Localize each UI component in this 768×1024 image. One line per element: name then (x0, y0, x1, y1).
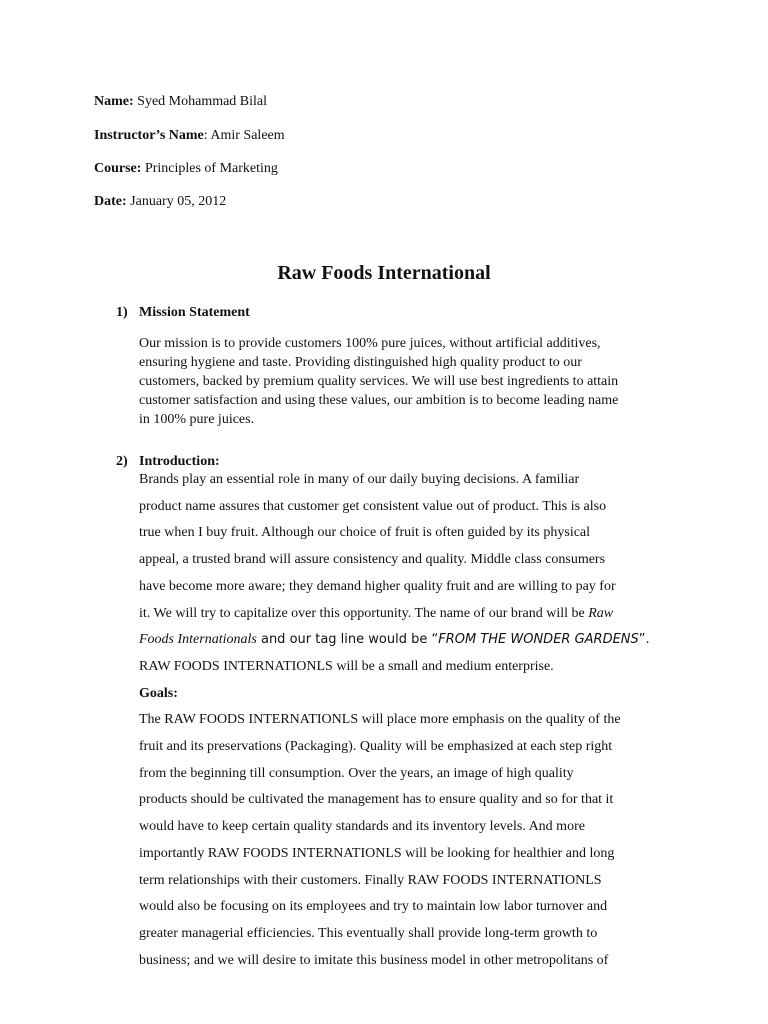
tagline-intro-text: and our tag line would be “ (256, 632, 439, 648)
goals-line: greater managerial efficiencies. This eventually shall provide long-term growth to (139, 925, 598, 941)
date-line (94, 193, 226, 211)
intro-line: product name assures that customer get consistent value out of product. This is also (139, 498, 607, 514)
course-value: Principles of Marketing (141, 161, 278, 176)
goals-line: products should be cultivated the management has to ensure quality and so for that it (139, 792, 614, 808)
intro-text: it. We will try to capitalize over this opportunity. The name of our brand will be (139, 605, 589, 621)
brand-name-part2: Foods Internationals (139, 632, 257, 648)
course-label: Course: (94, 161, 142, 176)
intro-line-brand (139, 601, 679, 628)
goals-line: would also be focusing on its employees and try to maintain low labor turnover and (139, 899, 608, 915)
mission-paragraph (139, 334, 679, 429)
intro-line-tagline (139, 627, 679, 654)
document-title: Raw Foods International (277, 262, 491, 284)
intro-line: appeal, a trusted brand will assure consistency and quality. Middle class consumers (139, 552, 606, 568)
course-line (94, 160, 278, 178)
instructor-value: Amir Saleem (207, 128, 285, 143)
goals-line: would have to keep certain quality standards and its inventory levels. And more (139, 819, 585, 835)
section-heading-mission: Mission Statement (139, 305, 250, 320)
goals-line: importantly RAW FOODS INTERNATIONLS will be looking for healthier and long (139, 845, 615, 861)
student-name-line (94, 93, 267, 111)
goals-line: The RAW FOODS INTERNATIONLS will place more emphasis on the quality of the (139, 712, 621, 728)
mission-line: customer satisfaction and using these values, our ambition is to become leading name (139, 393, 619, 408)
intro-line: true when I buy fruit. Although our choice of fruit is often guided by its physical (139, 525, 591, 541)
section-heading-introduction: Introduction: (139, 454, 220, 469)
name-label: Name: (94, 94, 134, 109)
instructor-name-line (94, 127, 285, 145)
goals-line: business; and we will desire to imitate this business model in other metropolitans of (139, 952, 609, 968)
goals-line: term relationships with their customers. Finally RAW FOODS INTERNATIONLS (139, 872, 602, 888)
introduction-paragraph (139, 467, 679, 974)
tagline-end: ”. (638, 632, 650, 648)
name-value: Syed Mohammad Bilal (133, 94, 268, 109)
date-label: Date: (94, 194, 127, 209)
mission-line: in 100% pure juices. (139, 412, 255, 427)
mission-line: ensuring hygiene and taste. Providing distinguished high quality product to our (139, 355, 582, 370)
brand-name-part1: Raw (588, 605, 614, 621)
instructor-colon: : (203, 128, 208, 143)
intro-line: have become more aware; they demand higher quality fruit and are willing to pay for (139, 578, 616, 594)
goals-line: fruit and its preservations (Packaging). Quality will be emphasized at each step right (139, 739, 613, 755)
goals-line: from the beginning till consumption. Over the years, an image of high quality (139, 765, 574, 781)
section-number-2: 2) (116, 454, 128, 469)
mission-line: customers, backed by premium quality services. We will use best ingredients to attain (139, 374, 619, 389)
intro-line: RAW FOODS INTERNATIONLS will be a small and medium enterprise. (139, 658, 554, 674)
intro-line: Brands play an essential role in many of our daily buying decisions. A familiar (139, 472, 580, 487)
mission-line: Our mission is to provide customers 100% pure juices, without artificial additives, (139, 336, 601, 351)
tagline: FROM THE WONDER GARDENS (438, 632, 639, 648)
instructor-label: Instructor’s Name (94, 128, 204, 143)
goals-heading: Goals: (139, 685, 178, 701)
date-value: January 05, 2012 (126, 194, 227, 209)
section-number-1: 1) (116, 305, 128, 320)
